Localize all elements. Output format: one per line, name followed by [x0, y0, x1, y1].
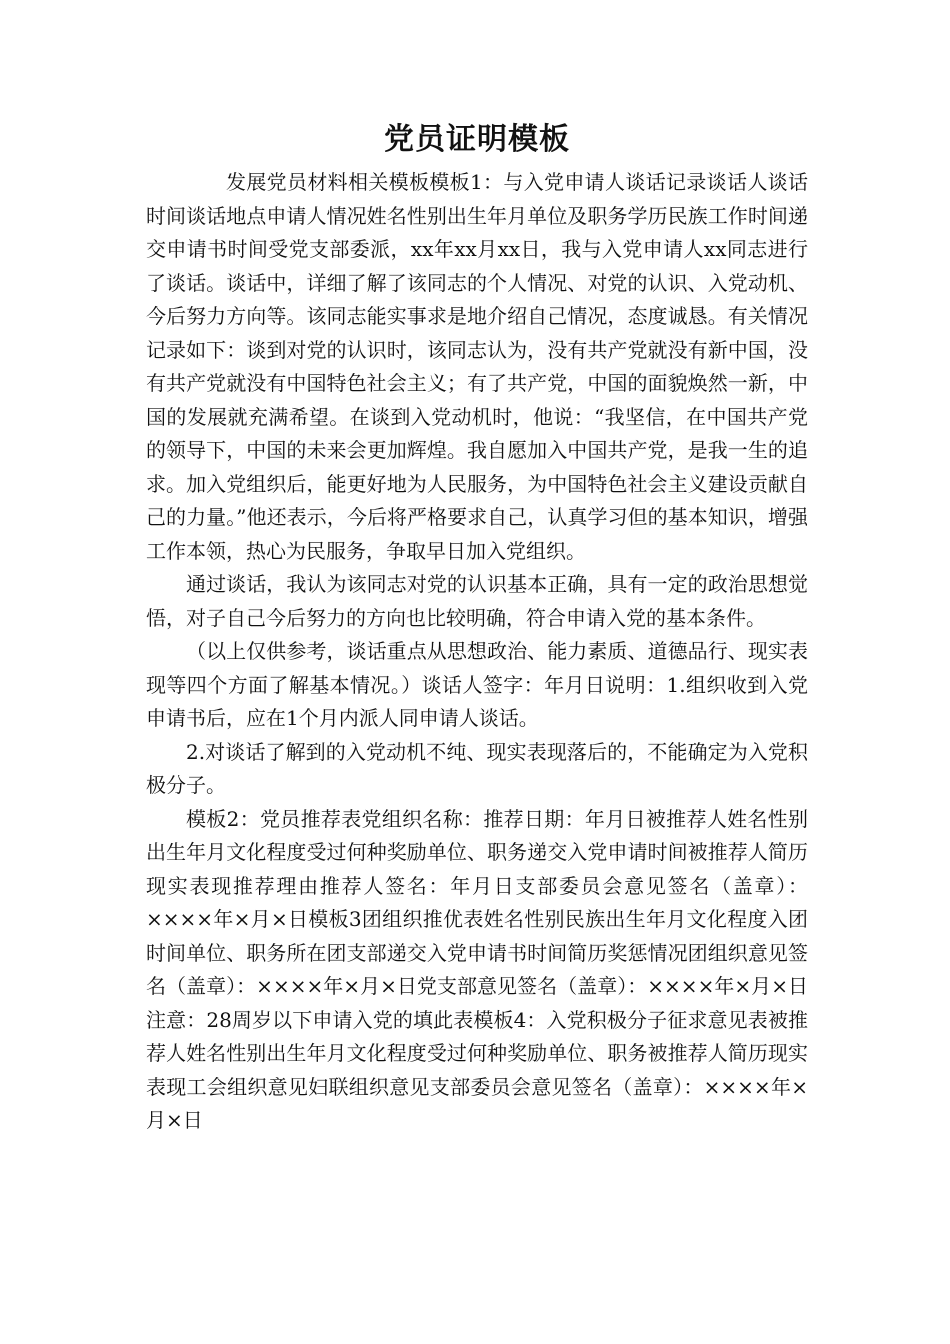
- paragraph-rule-2: 2.对谈话了解到的入党动机不纯、现实表现落后的，不能确定为入党积极分子。: [146, 739, 808, 797]
- document-page: [146, 118, 808, 1138]
- paragraph-templates-2-4: 模板2：党员推荐表党组织名称：推荐日期：年月日被推荐人姓名性别出生年月文化程度受过何种奖励单位、职务递交入党申请时间被推荐人简历现实表现推荐理由推荐人签名：年月日支部委员会意见签名（盖章）：××××年×月×日模板3团组织推优表姓名性别民族出生年月文化程度入团时间单位、职务所在团支部递交入党申请书时间简历奖惩情况团组织意见签名（盖章）：××××年×月×日党支部意见签名（盖章）：××××年×月×日注意：28周岁以下申请入党的填此表模板4：入党积极分子征求意见表被推荐人姓名性别出生年月文化程度受过何种奖励单位、职务被推荐人简历现实表现工会组织意见妇联组织意见支部委员会意见签名（盖章）：××××年×月×日: [146, 806, 808, 1132]
- paragraph-template-1: 发展党员材料相关模板模板1：与入党申请人谈话记录谈话人谈话时间谈话地点申请人情况姓名性别出生年月单位及职务学历民族工作时间递交申请书时间受党支部委派，xx年xx月xx日，我与入党申请人xx同志进行了谈话。谈话中，详细了解了该同志的个人情况、对党的认识、入党动机、今后努力方向等。该同志能实事求是地介绍自己情况，态度诚恳。有关情况记录如下：谈到对党的认识时，该同志认为，没有共产党就没有新中国，没有共产党就没有中国特色社会主义；有了共产党，中国的面貌焕然一新，中国的发展就充满希望。在谈到入党动机时，他说：“我坚信，在中国共产党的领导下，中国的未来会更加辉煌。我自愿加入中国共产党，是我一生的追求。加入党组织后，能更好地为人民服务，为中国特色社会主义建设贡献自己的力量。”他还表示，今后将严格要求自己，认真学习但的基本知识，增强工作本领，热心为民服务，争取早日加入党组织。: [146, 170, 808, 563]
- paragraph-conclusion: 通过谈话，我认为该同志对党的认识基本正确，具有一定的政治思想觉悟，对子自己今后努力的方向也比较明确，符合申请入党的基本条件。: [146, 572, 808, 630]
- document-title: 党员证明模板: [384, 122, 570, 157]
- paragraph-note: （以上仅供参考，谈话重点从思想政治、能力素质、道德品行、现实表现等四个方面了解基本情况。）谈话人签字：年月日说明：1.组织收到入党申请书后，应在1个月内派人同申请人谈话。: [146, 639, 808, 730]
